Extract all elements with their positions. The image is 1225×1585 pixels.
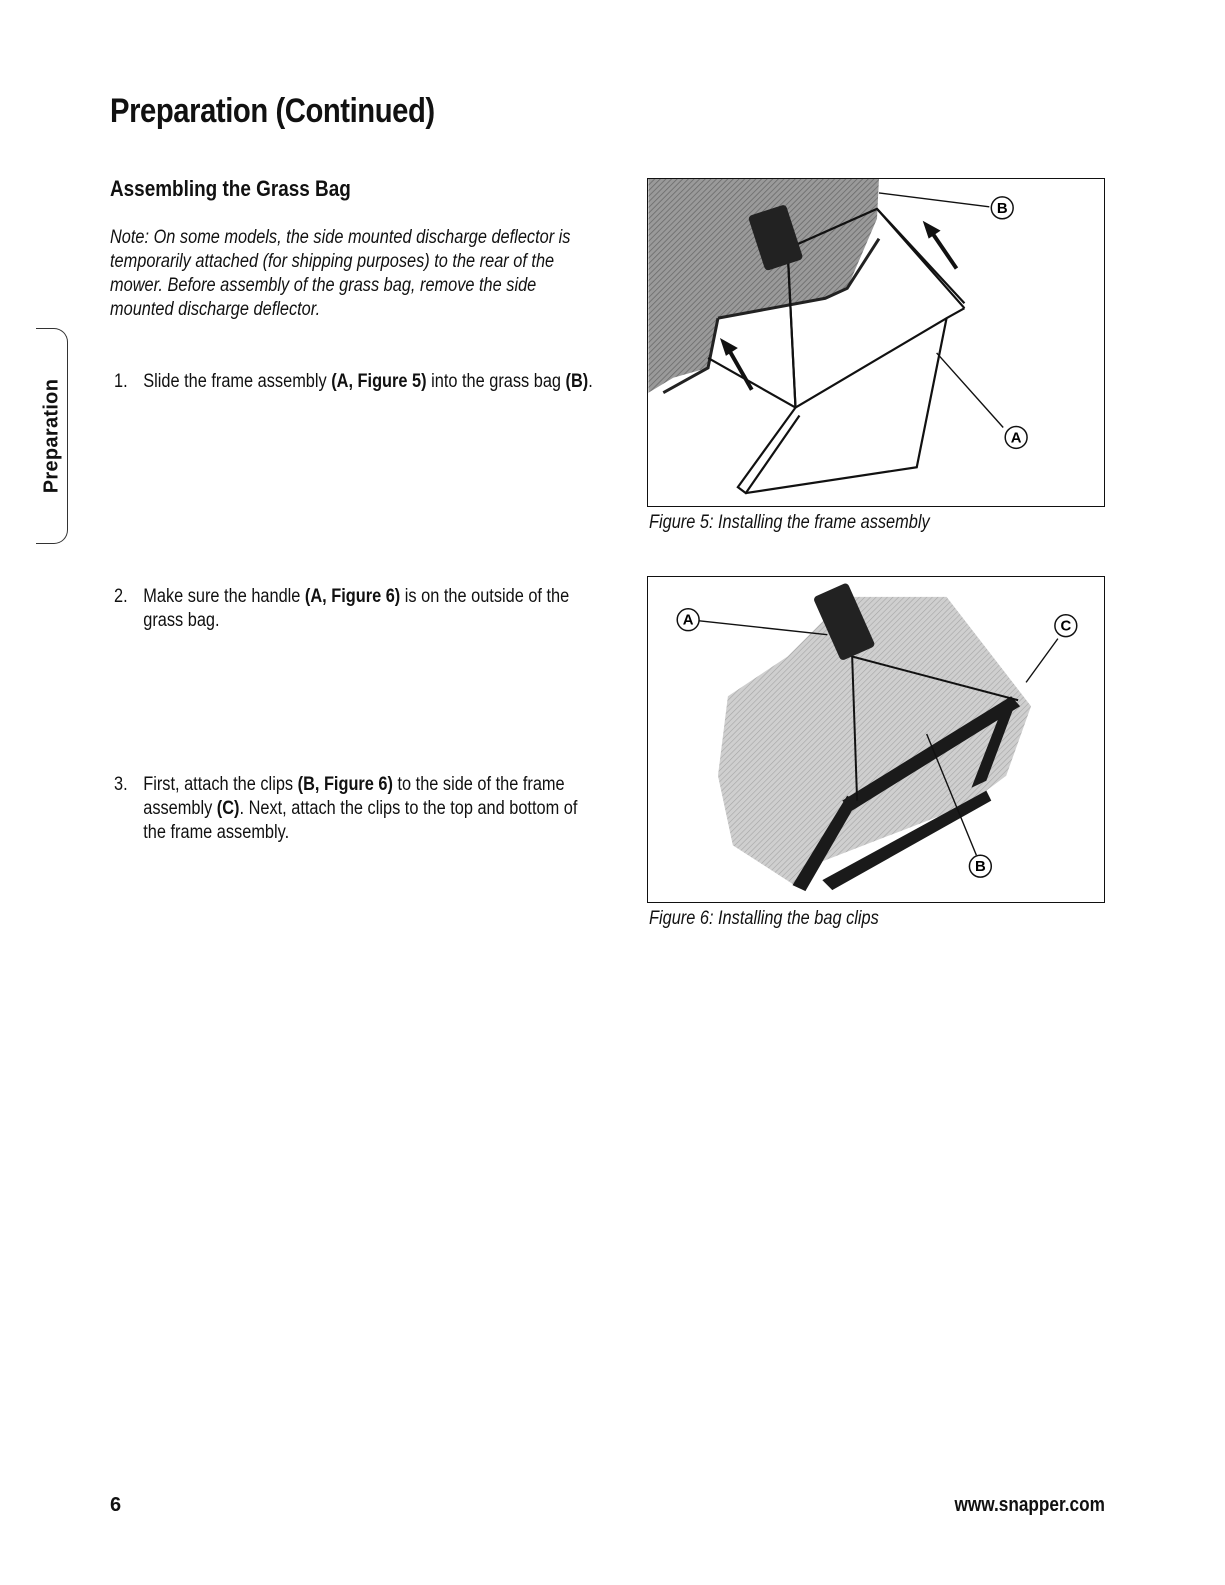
step-2	[114, 585, 596, 633]
figure-6-caption: Figure 6: Installing the bag clips	[649, 908, 879, 929]
step-text: First, attach the clips (B, Figure 6) to the side of the frame assembly (C). Next, attach the clips to the top and bottom of the frame assembly.	[143, 774, 578, 843]
figure-5-caption: Figure 5: Installing the frame assembly	[649, 512, 930, 533]
step-1	[114, 370, 596, 394]
website-link[interactable]: www.snapper.com	[954, 1494, 1105, 1516]
callout-a: A	[1010, 430, 1022, 447]
section-title: Assembling the Grass Bag	[110, 176, 351, 201]
step-3	[114, 773, 596, 845]
page-title: Preparation (Continued)	[110, 92, 435, 130]
step-text: Slide the frame assembly (A, Figure 5) into the grass bag (B).	[143, 371, 593, 392]
side-tab-label: Preparation	[40, 378, 63, 494]
step-number: 3.	[114, 774, 128, 795]
callout-c: C	[1060, 618, 1072, 635]
grass-bag-shape	[648, 179, 879, 393]
figure-5-illustration	[647, 178, 1105, 507]
step-text: Make sure the handle (A, Figure 6) is on the outside of the grass bag.	[143, 586, 570, 631]
callout-b: B	[974, 859, 986, 876]
note-text: Note: On some models, the side mounted discharge deflector is temporarily attached (for shipping purposes) to the rear of the mower. Before assembly of the grass bag, remove the side mounted discharge deflector.	[110, 227, 571, 320]
callout-b: B	[996, 200, 1008, 217]
figure-6-illustration	[647, 576, 1105, 903]
step-number: 2.	[114, 586, 128, 607]
callout-a: A	[682, 612, 694, 629]
grass-bag-shape	[718, 597, 1031, 887]
page-number: 6	[110, 1494, 122, 1516]
step-number: 1.	[114, 371, 128, 392]
